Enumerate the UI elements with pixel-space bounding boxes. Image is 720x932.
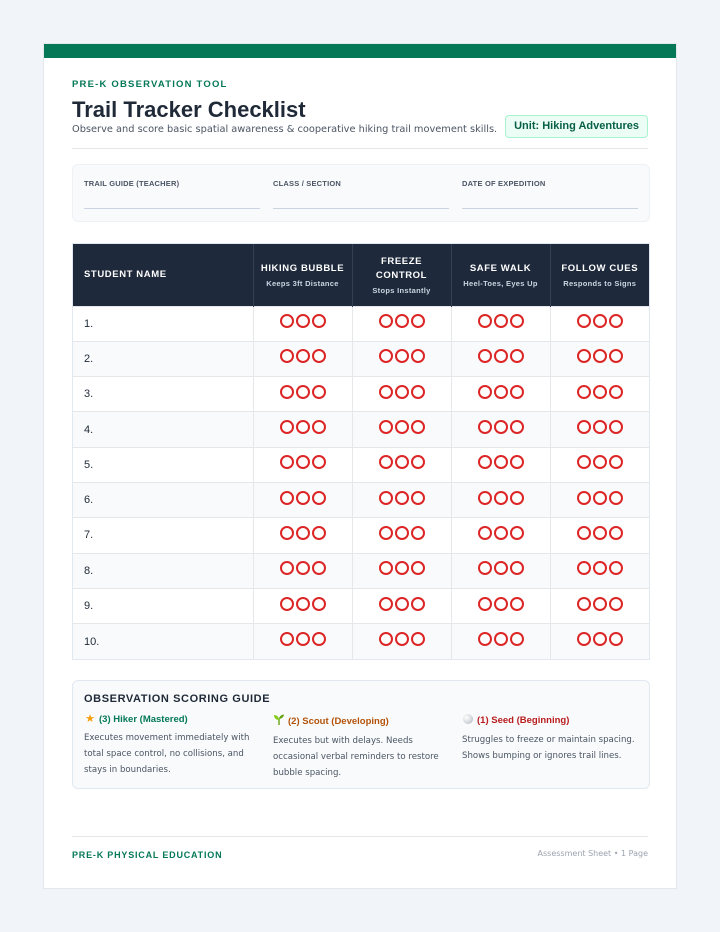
score-circle[interactable]: [379, 491, 393, 505]
score-circle[interactable]: [395, 349, 409, 363]
score-cell-freeze-control: [352, 518, 451, 553]
score-circles: [280, 632, 326, 646]
score-circle[interactable]: [411, 491, 425, 505]
score-circles: [379, 455, 425, 469]
score-cell-hiking-bubble: [253, 341, 352, 376]
score-circle[interactable]: [280, 491, 294, 505]
score-circle[interactable]: [312, 597, 326, 611]
score-circles: [577, 491, 623, 505]
score-circle[interactable]: [395, 420, 409, 434]
score-circle[interactable]: [296, 455, 310, 469]
score-circle[interactable]: [312, 526, 326, 540]
student-name-cell[interactable]: 10.: [73, 624, 253, 659]
score-cell-follow-cues: [550, 447, 649, 482]
score-circle[interactable]: [280, 314, 294, 328]
score-circle[interactable]: [510, 455, 524, 469]
score-circles: [577, 420, 623, 434]
score-circle[interactable]: [593, 561, 607, 575]
guide-level-scout: [273, 714, 449, 781]
score-circle[interactable]: [577, 632, 591, 646]
date-field[interactable]: [462, 179, 638, 209]
score-circle[interactable]: [609, 455, 623, 469]
score-circles: [478, 455, 524, 469]
score-circle[interactable]: [494, 385, 508, 399]
date-field-line: [462, 208, 638, 209]
teacher-field[interactable]: [84, 179, 260, 209]
score-circle[interactable]: [411, 455, 425, 469]
student-name-cell[interactable]: 5.: [73, 447, 253, 482]
score-circle[interactable]: [395, 314, 409, 328]
score-circle[interactable]: [593, 597, 607, 611]
header-divider: [72, 148, 648, 149]
score-circle[interactable]: [395, 385, 409, 399]
score-circle[interactable]: [593, 632, 607, 646]
score-circle[interactable]: [379, 420, 393, 434]
score-circles: [379, 385, 425, 399]
score-circles: [280, 526, 326, 540]
score-circle[interactable]: [312, 349, 326, 363]
score-circles: [280, 420, 326, 434]
score-circle[interactable]: [379, 349, 393, 363]
score-circle[interactable]: [510, 561, 524, 575]
score-circle[interactable]: [395, 455, 409, 469]
score-circle[interactable]: [379, 385, 393, 399]
score-cell-safe-walk: [451, 482, 550, 517]
score-circle[interactable]: [510, 314, 524, 328]
table-row: [73, 482, 649, 517]
score-circle[interactable]: [312, 561, 326, 575]
score-cell-hiking-bubble: [253, 518, 352, 553]
scoring-guide-title: OBSERVATION SCORING GUIDE: [84, 693, 271, 705]
score-circles: [379, 491, 425, 505]
score-cell-safe-walk: [451, 377, 550, 412]
score-cell-freeze-control: [352, 306, 451, 341]
student-name-cell[interactable]: 9.: [73, 588, 253, 623]
class-field-label: CLASS / SECTION: [273, 179, 342, 188]
score-circle[interactable]: [379, 314, 393, 328]
score-circle[interactable]: [593, 526, 607, 540]
score-circles: [478, 597, 524, 611]
score-cell-safe-walk: [451, 412, 550, 447]
guide-level-label: (2) Scout (Developing): [288, 715, 389, 727]
score-circle[interactable]: [478, 561, 492, 575]
student-name-cell[interactable]: 8.: [73, 553, 253, 588]
table-row: [73, 518, 649, 553]
score-cell-hiking-bubble: [253, 553, 352, 588]
score-cell-freeze-control: [352, 341, 451, 376]
score-circle[interactable]: [478, 632, 492, 646]
score-cell-freeze-control: [352, 588, 451, 623]
eyebrow-label: PRE-K OBSERVATION TOOL: [72, 79, 228, 90]
score-circles: [577, 349, 623, 363]
score-circle[interactable]: [609, 632, 623, 646]
footer-page-info: Assessment Sheet • 1 Page: [537, 849, 648, 858]
score-circle[interactable]: [593, 491, 607, 505]
score-cell-hiking-bubble: [253, 447, 352, 482]
assessment-sheet: [43, 43, 677, 889]
score-cell-follow-cues: [550, 518, 649, 553]
student-name-cell[interactable]: 7.: [73, 518, 253, 553]
score-circle[interactable]: [379, 526, 393, 540]
score-circles: [478, 526, 524, 540]
score-circles: [280, 349, 326, 363]
student-name-cell[interactable]: 1.: [73, 306, 253, 341]
score-cell-safe-walk: [451, 588, 550, 623]
score-circles: [478, 491, 524, 505]
score-circle[interactable]: [609, 349, 623, 363]
score-circle[interactable]: [411, 349, 425, 363]
score-circle[interactable]: [577, 526, 591, 540]
score-circle[interactable]: [494, 597, 508, 611]
score-circle[interactable]: [510, 349, 524, 363]
score-circle[interactable]: [577, 561, 591, 575]
score-circle[interactable]: [609, 420, 623, 434]
score-cell-hiking-bubble: [253, 482, 352, 517]
score-circle[interactable]: [379, 455, 393, 469]
score-circles: [379, 420, 425, 434]
score-circles: [280, 314, 326, 328]
score-circle[interactable]: [593, 349, 607, 363]
score-cell-safe-walk: [451, 447, 550, 482]
score-circle[interactable]: [395, 526, 409, 540]
score-circles: [379, 597, 425, 611]
score-cell-freeze-control: [352, 412, 451, 447]
class-field[interactable]: [273, 179, 449, 209]
score-cell-freeze-control: [352, 447, 451, 482]
guide-level-text: Executes but with delays. Needs occasional verbal reminders to restore bubble spacing.: [273, 736, 439, 778]
score-circle[interactable]: [478, 491, 492, 505]
score-cell-safe-walk: [451, 553, 550, 588]
meta-fields-panel: [72, 164, 650, 222]
score-circle[interactable]: [411, 314, 425, 328]
score-circles: [280, 561, 326, 575]
score-cell-hiking-bubble: [253, 588, 352, 623]
score-cell-freeze-control: [352, 482, 451, 517]
score-circle[interactable]: [577, 314, 591, 328]
score-circle[interactable]: [494, 526, 508, 540]
score-cell-follow-cues: [550, 482, 649, 517]
date-field-label: DATE OF EXPEDITION: [462, 179, 546, 188]
score-circle[interactable]: [478, 597, 492, 611]
table-row: [73, 588, 649, 623]
score-circles: [280, 385, 326, 399]
score-circle[interactable]: [478, 349, 492, 363]
score-circles: [577, 526, 623, 540]
table-row: [73, 341, 649, 376]
score-circle[interactable]: [296, 314, 310, 328]
score-circles: [478, 314, 524, 328]
score-cell-follow-cues: [550, 341, 649, 376]
score-circles: [577, 455, 623, 469]
score-circle[interactable]: [296, 597, 310, 611]
guide-level-hiker: [84, 714, 260, 778]
seed-icon: [462, 714, 474, 727]
class-field-line: [273, 208, 449, 209]
unit-badge: Unit: Hiking Adventures: [505, 115, 648, 138]
score-circles: [379, 632, 425, 646]
teacher-field-label: TRAIL GUIDE (TEACHER): [84, 179, 180, 188]
score-circle[interactable]: [280, 349, 294, 363]
score-circles: [379, 349, 425, 363]
student-name-cell[interactable]: 4.: [73, 412, 253, 447]
score-circle[interactable]: [593, 455, 607, 469]
student-name-header: STUDENT NAME: [73, 244, 253, 306]
score-circles: [577, 314, 623, 328]
table-row: [73, 553, 649, 588]
checklist-table: [72, 243, 650, 660]
score-circles: [280, 491, 326, 505]
score-circle[interactable]: [312, 314, 326, 328]
score-cell-safe-walk: [451, 306, 550, 341]
score-cell-hiking-bubble: [253, 412, 352, 447]
column-header-safe-walk: SAFE WALK Heel-Toes, Eyes Up: [451, 244, 550, 306]
table-row: [73, 377, 649, 412]
score-circle[interactable]: [296, 420, 310, 434]
score-circle[interactable]: [577, 349, 591, 363]
score-circle[interactable]: [296, 632, 310, 646]
score-circles: [379, 561, 425, 575]
score-circle[interactable]: [296, 491, 310, 505]
score-circle[interactable]: [379, 597, 393, 611]
score-circle[interactable]: [411, 385, 425, 399]
score-circle[interactable]: [411, 632, 425, 646]
footer-department: PRE-K PHYSICAL EDUCATION: [72, 850, 223, 860]
score-circle[interactable]: [280, 597, 294, 611]
score-circle[interactable]: [478, 385, 492, 399]
student-name-cell[interactable]: 6.: [73, 482, 253, 517]
column-header-hiking-bubble: HIKING BUBBLE Keeps 3ft Distance: [253, 244, 352, 306]
score-circles: [478, 561, 524, 575]
score-circle[interactable]: [312, 385, 326, 399]
table-header-row: [73, 244, 649, 306]
score-circle[interactable]: [577, 385, 591, 399]
score-circle[interactable]: [510, 597, 524, 611]
score-circle[interactable]: [494, 349, 508, 363]
score-circle[interactable]: [296, 385, 310, 399]
score-cell-follow-cues: [550, 412, 649, 447]
score-cell-freeze-control: [352, 553, 451, 588]
score-cell-follow-cues: [550, 588, 649, 623]
score-cell-follow-cues: [550, 377, 649, 412]
score-cell-safe-walk: [451, 341, 550, 376]
score-circle[interactable]: [609, 561, 623, 575]
score-circle[interactable]: [593, 385, 607, 399]
score-circle[interactable]: [296, 561, 310, 575]
score-circle[interactable]: [510, 526, 524, 540]
guide-level-seed: [462, 714, 638, 764]
score-circle[interactable]: [411, 561, 425, 575]
score-circle[interactable]: [411, 597, 425, 611]
score-circle[interactable]: [280, 455, 294, 469]
score-circle[interactable]: [411, 420, 425, 434]
score-cell-hiking-bubble: [253, 306, 352, 341]
score-circle[interactable]: [395, 491, 409, 505]
score-circles: [478, 420, 524, 434]
score-circle[interactable]: [494, 632, 508, 646]
score-cell-safe-walk: [451, 518, 550, 553]
table-row: [73, 624, 649, 659]
score-cell-hiking-bubble: [253, 624, 352, 659]
score-circles: [577, 632, 623, 646]
teacher-field-line: [84, 208, 260, 209]
score-circle[interactable]: [478, 455, 492, 469]
score-circle[interactable]: [593, 314, 607, 328]
score-circle[interactable]: [379, 561, 393, 575]
score-circle[interactable]: [296, 526, 310, 540]
score-circle[interactable]: [312, 491, 326, 505]
score-circles: [280, 455, 326, 469]
score-cell-freeze-control: [352, 624, 451, 659]
score-circle[interactable]: [312, 420, 326, 434]
score-circle[interactable]: [312, 455, 326, 469]
guide-level-label: (1) Seed (Beginning): [477, 715, 570, 726]
score-circle[interactable]: [593, 420, 607, 434]
score-circle[interactable]: [280, 385, 294, 399]
score-circle[interactable]: [280, 632, 294, 646]
score-circle[interactable]: [577, 455, 591, 469]
score-circle[interactable]: [510, 632, 524, 646]
score-circles: [379, 526, 425, 540]
sprout-icon: [273, 714, 285, 728]
score-circle[interactable]: [609, 491, 623, 505]
score-circle[interactable]: [395, 561, 409, 575]
score-circle[interactable]: [478, 526, 492, 540]
table-row: [73, 412, 649, 447]
score-circle[interactable]: [296, 349, 310, 363]
student-name-cell[interactable]: 3.: [73, 377, 253, 412]
score-circle[interactable]: [494, 561, 508, 575]
score-circle[interactable]: [510, 491, 524, 505]
score-circle[interactable]: [609, 314, 623, 328]
column-header-follow-cues: FOLLOW CUES Responds to Signs: [550, 244, 649, 306]
score-circle[interactable]: [609, 526, 623, 540]
score-circles: [577, 561, 623, 575]
score-circle[interactable]: [609, 597, 623, 611]
score-cell-freeze-control: [352, 377, 451, 412]
score-cell-safe-walk: [451, 624, 550, 659]
score-cell-hiking-bubble: [253, 377, 352, 412]
score-circle[interactable]: [478, 314, 492, 328]
score-circle[interactable]: [280, 526, 294, 540]
guide-level-text: Struggles to freeze or maintain spacing. Shows bumping or ignores trail lines.: [462, 735, 635, 761]
score-circles: [280, 597, 326, 611]
table-row: [73, 306, 649, 341]
score-circle[interactable]: [411, 526, 425, 540]
top-accent-bar: [44, 44, 676, 58]
score-circles: [379, 314, 425, 328]
score-circle[interactable]: [379, 632, 393, 646]
score-circle[interactable]: [494, 491, 508, 505]
score-circle[interactable]: [395, 632, 409, 646]
column-header-freeze-control: FREEZE CONTROL Stops Instantly: [352, 244, 451, 306]
score-circles: [577, 597, 623, 611]
score-circle[interactable]: [510, 385, 524, 399]
score-circle[interactable]: [395, 597, 409, 611]
guide-level-label: (3) Hiker (Mastered): [99, 714, 188, 725]
score-cell-follow-cues: [550, 553, 649, 588]
score-circle[interactable]: [494, 455, 508, 469]
score-circle[interactable]: [609, 385, 623, 399]
scoring-guide: [72, 680, 650, 789]
footer-divider: [72, 836, 648, 837]
score-circle[interactable]: [577, 597, 591, 611]
score-circles: [577, 385, 623, 399]
score-circle[interactable]: [577, 420, 591, 434]
page-title: Trail Tracker Checklist: [72, 97, 306, 122]
score-circles: [478, 349, 524, 363]
score-circle[interactable]: [494, 420, 508, 434]
score-circle[interactable]: [478, 420, 492, 434]
score-circle[interactable]: [577, 491, 591, 505]
score-circles: [478, 632, 524, 646]
score-circle[interactable]: [312, 632, 326, 646]
page-subtitle: Observe and score basic spatial awareness & cooperative hiking trail movement skills.: [72, 124, 498, 135]
score-cell-follow-cues: [550, 306, 649, 341]
score-circle[interactable]: [494, 314, 508, 328]
student-name-cell[interactable]: 2.: [73, 341, 253, 376]
score-circle[interactable]: [280, 420, 294, 434]
star-icon: ★: [85, 713, 95, 725]
score-circles: [478, 385, 524, 399]
score-circle[interactable]: [510, 420, 524, 434]
guide-level-text: Executes movement immediately with total space control, no collisions, and stays in boundaries.: [84, 733, 250, 775]
table-row: [73, 447, 649, 482]
score-cell-follow-cues: [550, 624, 649, 659]
score-circle[interactable]: [280, 561, 294, 575]
